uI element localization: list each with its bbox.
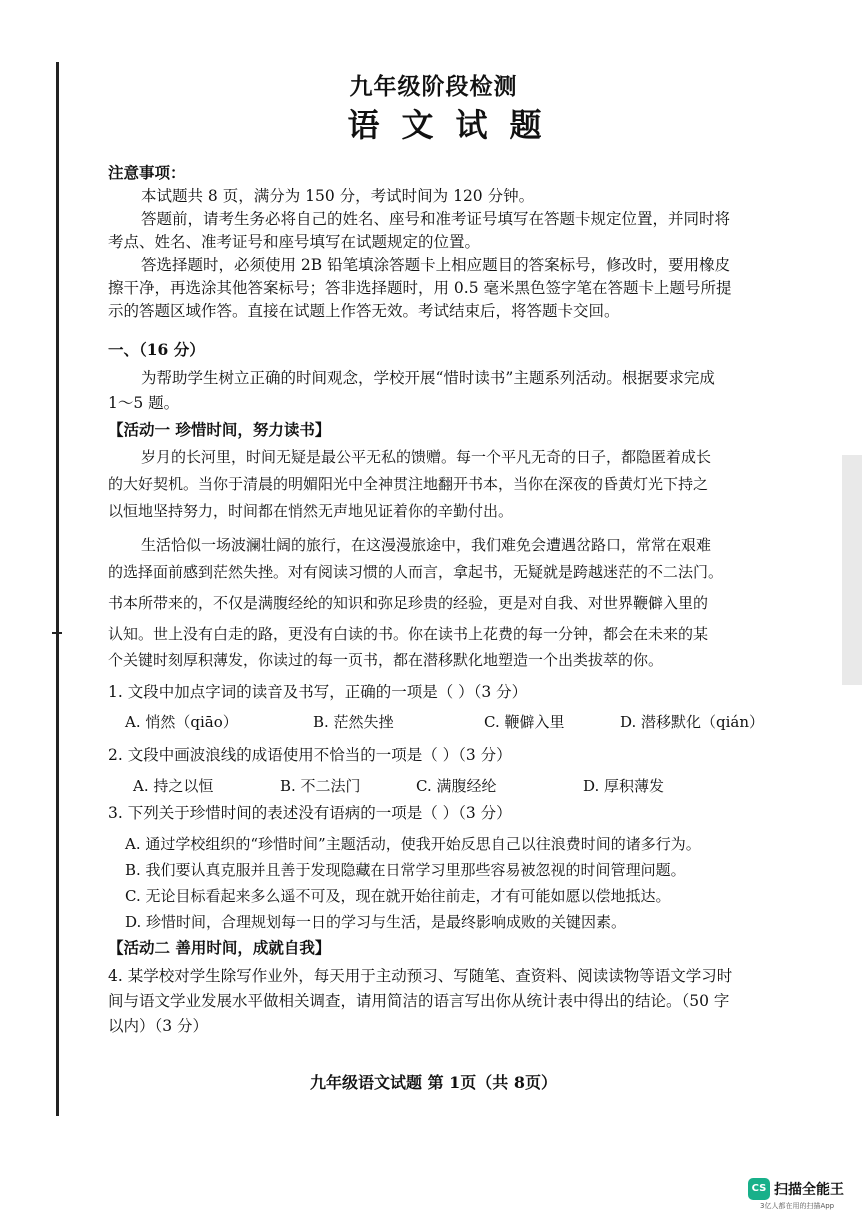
passage2-line-3: 书本所带来的，不仅是满腹经纶的知识和弥足珍贵的经验，更是对自我、对世界鞭僻入里的 xyxy=(108,594,709,612)
notice-line-5: 擦干净，再选涂其他答案标号；答非选择题时，用 0.5 毫米黑色签字笔在答题卡上题号所提 xyxy=(108,279,732,297)
notice-heading: 注意事项： xyxy=(108,163,186,182)
binding-line xyxy=(56,62,59,1116)
passage2-line-2: 的选择面前感到茫然失挫。对有阅读习惯的人而言，拿起书，无疑就是跨越迷茫的不二法门。 xyxy=(108,563,724,581)
passage1-line-1: 岁月的长河里，时间无疑是最公平无私的馈赠。每一个平凡无奇的日子，都隐匿着成长 xyxy=(141,448,712,466)
section-intro-2: 1～5 题。 xyxy=(108,394,180,412)
activity1-title: 【活动一 珍惜时间，努力读书】 xyxy=(108,420,331,439)
activity2-title: 【活动二 善用时间，成就自我】 xyxy=(108,938,331,957)
question-2-option-a: A. 持之以恒 xyxy=(133,777,214,795)
notice-line-3: 考点、姓名、准考证号和座号填写在试题规定的位置。 xyxy=(108,233,481,251)
question-4-line-1: 4. 某学校对学生除写作业外，每天用于主动预习、写随笔、查资料、阅读读物等语文学习时 xyxy=(108,967,733,985)
question-4-line-3: 以内）（3 分） xyxy=(108,1017,209,1035)
question-2-option-b: B. 不二法门 xyxy=(280,777,361,795)
question-3-option-c: C. 无论目标看起来多么遥不可及，现在就开始往前走，才有可能如愿以偿地抵达。 xyxy=(125,887,671,905)
question-3-option-b: B. 我们要认真克服并且善于发现隐藏在日常学习里那些容易被忽视的时间管理问题。 xyxy=(125,861,686,879)
question-2-option-c: C. 满腹经纶 xyxy=(416,777,497,795)
notice-line-6: 示的答题区域作答。直接在试题上作答无效。考试结束后，将答题卡交回。 xyxy=(108,302,620,320)
watermark-tagline: 3亿人都在用的扫描App xyxy=(760,1202,835,1210)
question-1-option-a: A. 悄然（qiāo） xyxy=(125,713,238,731)
passage1-line-3: 以恒地坚持努力，时间都在悄然无声地见证着你的辛勤付出。 xyxy=(108,502,514,520)
page-footer: 九年级语文试题 第 1页（共 8页） xyxy=(310,1073,557,1092)
scan-shadow xyxy=(842,455,862,685)
exam-subtitle: 九年级阶段检测 xyxy=(349,73,518,100)
question-1-option-b: B. 茫然失挫 xyxy=(313,713,394,731)
question-2-stem: 2. 文段中画波浪线的成语使用不恰当的一项是（ ）（3 分） xyxy=(108,746,512,764)
question-1-option-d: D. 潜移默化（qián） xyxy=(620,713,765,731)
camscanner-logo-icon: CS xyxy=(748,1178,770,1200)
question-4-line-2: 间与语文学业发展水平做相关调查，请用简洁的语言写出你从统计表中得出的结论。（50 字 xyxy=(108,992,730,1010)
question-3-option-a: A. 通过学校组织的“珍惜时间”主题活动，使我开始反思自己以往浪费时间的诸多行为。 xyxy=(125,835,701,853)
scanner-watermark xyxy=(748,1178,852,1212)
question-1-stem: 1. 文段中加点字词的读音及书写，正确的一项是（ ）（3 分） xyxy=(108,683,528,701)
section-intro-1: 为帮助学生树立正确的时间观念，学校开展“惜时读书”主题系列活动。根据要求完成 xyxy=(141,369,715,387)
passage2-line-1: 生活恰似一场波澜壮阔的旅行，在这漫漫旅途中，我们难免会遭遇岔路口，常常在艰难 xyxy=(141,536,712,554)
watermark-brand: 扫描全能王 xyxy=(774,1182,844,1198)
passage2-line-4: 认知。世上没有白走的路，更没有白读的书。你在读书上花费的每一分钟，都会在未来的某 xyxy=(108,625,709,643)
passage1-line-2: 的大好契机。当你于清晨的明媚阳光中全神贯注地翻开书本，当你在深夜的昏黄灯光下持之 xyxy=(108,475,709,493)
section-heading: 一、（16 分） xyxy=(108,340,205,359)
notice-line-1: 本试题共 8 页，满分为 150 分，考试时间为 120 分钟。 xyxy=(141,187,535,205)
question-2-option-d: D. 厚积薄发 xyxy=(583,777,665,795)
notice-line-4: 答选择题时，必须使用 2B 铅笔填涂答题卡上相应题目的答案标号，修改时，要用橡皮 xyxy=(141,256,731,274)
exam-title: 语文试题 xyxy=(347,106,564,144)
question-3-option-d: D. 珍惜时间，合理规划每一日的学习与生活，是最终影响成败的关键因素。 xyxy=(125,913,627,931)
binding-tick xyxy=(52,632,62,634)
passage2-line-5: 个关键时刻厚积薄发，你读过的每一页书，都在潜移默化地塑造一个出类拔萃的你。 xyxy=(108,651,664,669)
question-1-option-c: C. 鞭僻入里 xyxy=(484,713,565,731)
notice-line-2: 答题前，请考生务必将自己的姓名、座号和准考证号填写在答题卡规定位置，并同时将 xyxy=(141,210,731,228)
question-3-stem: 3. 下列关于珍惜时间的表述没有语病的一项是（ ）（3 分） xyxy=(108,804,512,822)
